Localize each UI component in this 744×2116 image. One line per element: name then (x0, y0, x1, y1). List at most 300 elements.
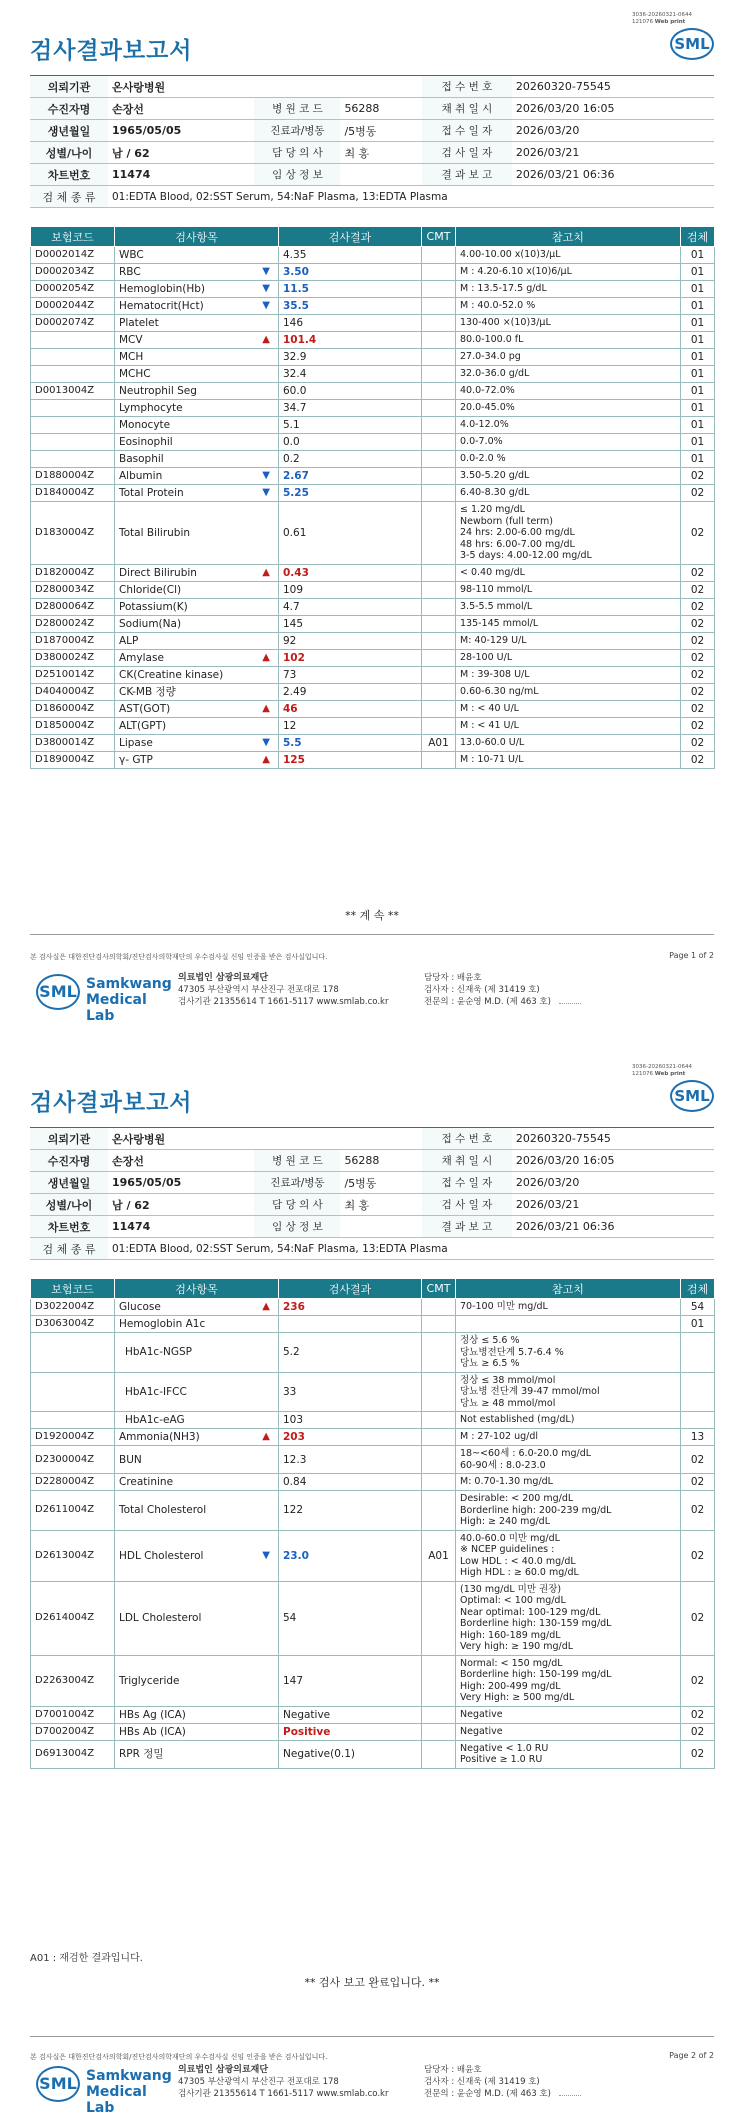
cell-ref: 40.0-60.0 미만 mg/dL ※ NCEP guidelines : Low HDL : < 40.0 mg/dL High HDL : ≥ 60.0 mg/dL (456, 1530, 681, 1581)
cell-result: 54 (279, 1581, 422, 1655)
table-row (31, 700, 715, 717)
cell-item (115, 1706, 279, 1723)
page-number: Page 2 of 2 (669, 2051, 714, 2060)
table-row (31, 564, 715, 581)
cell-ref: 4.0-12.0% (456, 417, 681, 434)
item-name: ALP (119, 634, 139, 647)
cell-result: 0.84 (279, 1474, 422, 1491)
cell-cmt (422, 666, 456, 683)
item-name: HbA1c-NGSP (125, 1346, 192, 1359)
page-number: Page 1 of 2 (669, 951, 714, 960)
table-row (31, 366, 715, 383)
cell-cmt: A01 (422, 734, 456, 751)
cell-code: D0013004Z (31, 383, 115, 400)
col-header-spec: 검체 (681, 227, 715, 247)
cell-cmt (422, 1446, 456, 1474)
cell-result: 11.5 (279, 281, 422, 298)
cell-ref: Desirable: < 200 mg/dL Borderline high: 200-239 mg/dL High: ≥ 240 mg/dL (456, 1491, 681, 1531)
cell-item (115, 417, 279, 434)
footer-divider (30, 934, 714, 935)
cell-code (31, 1333, 115, 1373)
cell-ref: 0.0-2.0 % (456, 451, 681, 468)
col-header-cmt: CMT (422, 1279, 456, 1299)
col-header-result: 검사결과 (279, 227, 422, 247)
table-row (31, 598, 715, 615)
cell-result: 12 (279, 717, 422, 734)
cell-spec: 01 (681, 281, 715, 298)
cell-spec: 01 (681, 298, 715, 315)
table-row (31, 417, 715, 434)
cell-ref: M : 4.20-6.10 x(10)6/μL (456, 264, 681, 281)
table-row (31, 1581, 715, 1655)
cell-cmt (422, 1655, 456, 1706)
item-name: Hemoglobin(Hb) (119, 283, 206, 295)
cell-item (115, 1316, 279, 1333)
signers: 담당자 : 배윤호 검사자 : 신재욱 (제 31419 호) 전문의 : 윤순영 M.D. (제 463 호) (424, 972, 581, 1008)
cell-item (115, 332, 279, 349)
cell-spec: 02 (681, 1723, 715, 1740)
cell-ref: 135-145 mmol/L (456, 615, 681, 632)
cell-cmt (422, 649, 456, 666)
item-name: Direct Bilirubin (119, 566, 197, 579)
cmt-note: A01 : 재검한 결과입니다. (30, 1953, 143, 1964)
col-header-ref: 참고치 (456, 227, 681, 247)
cell-item (115, 683, 279, 700)
cell-ref: Normal: < 150 mg/dL Borderline high: 150-199 mg/dL High: 200-499 mg/dL Very High: ≥ 500 mg/dL (456, 1655, 681, 1706)
cell-item (115, 451, 279, 468)
cell-code: D6913004Z (31, 1740, 115, 1768)
cell-result: 2.49 (279, 683, 422, 700)
cell-item (115, 615, 279, 632)
cell-item (115, 1655, 279, 1706)
table-row (31, 485, 715, 502)
cell-item (115, 1372, 279, 1412)
table-row (31, 1491, 715, 1531)
cell-item (115, 700, 279, 717)
cell-cmt (422, 1429, 456, 1446)
cell-ref: (130 mg/dL 미만 권장) Optimal: < 100 mg/dL Near optimal: 100-129 mg/dL Borderline high: 130-159 mg/dL High: 160-189 mg/dL Very high: ≥ 190 mg/dL (456, 1581, 681, 1655)
certification-note: 본 검사실은 대한진단검사의학회/진단검사의학재단의 우수검사실 신임 인증을 받은 검사실입니다. (30, 2053, 328, 2061)
table-row (31, 451, 715, 468)
table-row (31, 298, 715, 315)
cell-spec: 01 (681, 332, 715, 349)
cell-cmt (422, 417, 456, 434)
cell-item (115, 400, 279, 417)
cell-ref: M: 0.70-1.30 mg/dL (456, 1474, 681, 1491)
cell-cmt (422, 1474, 456, 1491)
cell-spec: 02 (681, 683, 715, 700)
high-arrow-icon: ▲ (262, 1431, 270, 1442)
item-name: Eosinophil (119, 436, 173, 448)
cell-code: D2800064Z (31, 598, 115, 615)
lab-info: 의료법인 삼광의료재단 47305 부산광역시 부산진구 전포대로 178 검사기관 21355614 T 1661-5117 www.smlab.co.kr (178, 2065, 389, 2099)
cell-spec: 02 (681, 632, 715, 649)
cell-result: 5.25 (279, 485, 422, 502)
cell-item (115, 632, 279, 649)
cell-ref: 130-400 ×(10)3/μL (456, 315, 681, 332)
cell-item (115, 383, 279, 400)
cell-cmt (422, 502, 456, 565)
cell-spec: 02 (681, 615, 715, 632)
footer-divider (30, 2036, 714, 2037)
cell-code: D1920004Z (31, 1429, 115, 1446)
cell-ref: 18~<60세 : 6.0-20.0 mg/dL 60-90세 : 8.0-23.0 (456, 1446, 681, 1474)
cell-result: 5.1 (279, 417, 422, 434)
cell-spec: 02 (681, 1740, 715, 1768)
cell-code: D3800024Z (31, 649, 115, 666)
item-name: HBs Ag (ICA) (119, 1708, 186, 1721)
item-name: Ammonia(NH3) (119, 1431, 200, 1443)
low-arrow-icon: ▼ (262, 1549, 270, 1561)
cell-result: 125 (279, 751, 422, 768)
lab-logo: SML Samkwang Medical Lab (36, 2064, 172, 2110)
table-row (31, 683, 715, 700)
cell-item (115, 485, 279, 502)
cell-result: 109 (279, 581, 422, 598)
table-row (31, 1446, 715, 1474)
cell-ref: Negative (456, 1723, 681, 1740)
cell-spec: 02 (681, 717, 715, 734)
cell-item (115, 1581, 279, 1655)
cell-cmt (422, 247, 456, 264)
cell-result: 5.2 (279, 1333, 422, 1373)
cell-item (115, 717, 279, 734)
cell-code: D2263004Z (31, 1655, 115, 1706)
cell-item (115, 1530, 279, 1581)
item-name: Hematocrit(Hct) (119, 300, 204, 312)
cell-result: 122 (279, 1491, 422, 1531)
cell-spec: 01 (681, 434, 715, 451)
cell-result: 60.0 (279, 383, 422, 400)
cell-result: 32.9 (279, 349, 422, 366)
cell-code: D1850004Z (31, 717, 115, 734)
table-row (31, 717, 715, 734)
item-name: HDL Cholesterol (119, 1549, 204, 1562)
signature (559, 2088, 581, 2096)
col-header-code: 보험코드 (31, 1279, 115, 1299)
cell-result: 146 (279, 315, 422, 332)
cell-spec (681, 1372, 715, 1412)
item-name: Creatinine (119, 1476, 174, 1488)
cell-result: 92 (279, 632, 422, 649)
cell-spec (681, 1412, 715, 1429)
cell-result: 33 (279, 1372, 422, 1412)
high-arrow-icon: ▲ (262, 651, 270, 663)
cell-cmt (422, 1412, 456, 1429)
cell-cmt (422, 1316, 456, 1333)
cell-ref: M : 40.0-52.0 % (456, 298, 681, 315)
cell-cmt (422, 1581, 456, 1655)
lab-info: 의료법인 삼광의료재단 47305 부산광역시 부산진구 전포대로 178 검사기관 21355614 T 1661-5117 www.smlab.co.kr (178, 973, 389, 1007)
cell-cmt (422, 315, 456, 332)
item-name: LDL Cholesterol (119, 1612, 202, 1624)
cell-cmt (422, 1372, 456, 1412)
cell-spec: 01 (681, 451, 715, 468)
cell-spec: 02 (681, 1581, 715, 1655)
cell-spec: 02 (681, 564, 715, 581)
cell-ref: 70-100 미만 mg/dL (456, 1299, 681, 1316)
cell-cmt (422, 400, 456, 417)
cell-ref: M: 40-129 U/L (456, 632, 681, 649)
cell-cmt (422, 281, 456, 298)
cell-spec: 02 (681, 1655, 715, 1706)
cell-result: 46 (279, 700, 422, 717)
table-row (31, 247, 715, 264)
report-page-2 (0, 1052, 744, 2116)
cell-ref: M : 13.5-17.5 g/dL (456, 281, 681, 298)
cell-ref: 3.50-5.20 g/dL (456, 468, 681, 485)
cell-ref: 0.60-6.30 ng/mL (456, 683, 681, 700)
cell-cmt (422, 632, 456, 649)
cell-item (115, 666, 279, 683)
table-row (31, 1530, 715, 1581)
item-name: Triglyceride (119, 1674, 180, 1687)
cell-ref: 정상 ≤ 5.6 % 당뇨병전단계 5.7-6.4 % 당뇨 ≥ 6.5 % (456, 1333, 681, 1373)
table-row (31, 666, 715, 683)
cell-spec: 02 (681, 1474, 715, 1491)
cell-item (115, 1299, 279, 1316)
col-header-item: 검사항목 (115, 1279, 279, 1299)
table-row (31, 264, 715, 281)
table-row (31, 332, 715, 349)
cell-result: 12.3 (279, 1446, 422, 1474)
cell-spec: 02 (681, 1446, 715, 1474)
cell-ref: 20.0-45.0% (456, 400, 681, 417)
item-name: CK(Creatine kinase) (119, 668, 224, 681)
cell-result (279, 1316, 422, 1333)
cell-code: D1890004Z (31, 751, 115, 768)
item-name: MCHC (119, 368, 151, 380)
item-name: Albumin (119, 470, 163, 482)
cell-spec: 02 (681, 700, 715, 717)
end-note: ** 검사 보고 완료입니다. ** (304, 1976, 440, 1989)
cell-spec: 02 (681, 666, 715, 683)
item-name: CK-MB 정량 (119, 685, 176, 698)
cell-spec: 02 (681, 649, 715, 666)
cell-code: D7002004Z (31, 1723, 115, 1740)
table-row (31, 400, 715, 417)
results-table-page-2 (30, 1278, 715, 1769)
cell-ref: < 0.40 mg/dL (456, 564, 681, 581)
item-name: Potassium(K) (119, 600, 188, 613)
cell-item (115, 1333, 279, 1373)
cell-spec: 54 (681, 1299, 715, 1316)
cell-ref: M : 39-308 U/L (456, 666, 681, 683)
table-row (31, 315, 715, 332)
item-name: BUN (119, 1453, 142, 1466)
table-row (31, 734, 715, 751)
cell-spec: 01 (681, 247, 715, 264)
cell-ref: ≤ 1.20 mg/dL Newborn (full term) 24 hrs: 2.00-6.00 mg/dL 48 hrs: 6.00-7.00 mg/dL 3-5 days: 4.00-12.00 mg/dL (456, 502, 681, 565)
cell-code (31, 417, 115, 434)
cell-item (115, 581, 279, 598)
item-name: Hemoglobin A1c (119, 1318, 206, 1330)
cell-result: 203 (279, 1429, 422, 1446)
item-name: Platelet (119, 317, 159, 329)
item-name: HbA1c-IFCC (125, 1385, 187, 1398)
cell-spec: 01 (681, 349, 715, 366)
low-arrow-icon: ▼ (262, 283, 270, 294)
cell-spec: 02 (681, 734, 715, 751)
cell-ref: M : < 40 U/L (456, 700, 681, 717)
certification-note: 본 검사실은 대한진단검사의학회/진단검사의학재단의 우수검사실 신임 인증을 받은 검사실입니다. (30, 953, 328, 961)
item-name: Sodium(Na) (119, 617, 182, 630)
signers: 담당자 : 배윤호 검사자 : 신재욱 (제 31419 호) 전문의 : 윤순영 M.D. (제 463 호) (424, 2064, 581, 2100)
item-name: Lymphocyte (119, 402, 183, 414)
table-row (31, 1372, 715, 1412)
cell-code: D3022004Z (31, 1299, 115, 1316)
cell-result: Negative(0.1) (279, 1740, 422, 1768)
cell-item (115, 1429, 279, 1446)
cell-code (31, 1412, 115, 1429)
cell-spec: 02 (681, 581, 715, 598)
cell-spec: 02 (681, 485, 715, 502)
cell-result: 5.5 (279, 734, 422, 751)
continue-note: ** 계 속 ** (345, 909, 399, 922)
cell-cmt (422, 383, 456, 400)
cell-ref: 13.0-60.0 U/L (456, 734, 681, 751)
cell-cmt (422, 1723, 456, 1740)
cell-result: 3.50 (279, 264, 422, 281)
cell-cmt (422, 434, 456, 451)
signature (559, 996, 581, 1004)
low-arrow-icon: ▼ (262, 487, 270, 498)
cell-spec: 02 (681, 1491, 715, 1531)
cell-ref: 40.0-72.0% (456, 383, 681, 400)
item-name: RPR 정밀 (119, 1748, 164, 1760)
cell-item (115, 1474, 279, 1491)
cell-code (31, 349, 115, 366)
cell-result: 34.7 (279, 400, 422, 417)
cell-item (115, 366, 279, 383)
item-name: WBC (119, 249, 144, 261)
item-name: Amylase (119, 651, 164, 664)
col-header-code: 보험코드 (31, 227, 115, 247)
cell-ref: M : < 41 U/L (456, 717, 681, 734)
cell-ref: 정상 ≤ 38 mmol/mol 당뇨병 전단계 39-47 mmol/mol 당뇨 ≥ 48 mmol/mol (456, 1372, 681, 1412)
cell-ref: 4.00-10.00 x(10)3/μL (456, 247, 681, 264)
cell-code: D2510014Z (31, 666, 115, 683)
cell-ref: 80.0-100.0 fL (456, 332, 681, 349)
cell-cmt (422, 751, 456, 768)
table-row (31, 281, 715, 298)
cell-cmt: A01 (422, 1530, 456, 1581)
high-arrow-icon: ▲ (262, 1301, 270, 1312)
cell-ref (456, 1316, 681, 1333)
cell-item (115, 598, 279, 615)
cell-cmt (422, 298, 456, 315)
cell-code (31, 434, 115, 451)
cell-code: D2800034Z (31, 581, 115, 598)
cell-result: 73 (279, 666, 422, 683)
cell-cmt (422, 1333, 456, 1373)
cell-item (115, 649, 279, 666)
item-name: MCV (119, 334, 143, 346)
item-name: Chloride(Cl) (119, 583, 182, 596)
table-row (31, 1333, 715, 1373)
print-code: 3036-20260321-0644 121076 Web print (632, 12, 692, 25)
cell-spec: 02 (681, 468, 715, 485)
report-title: 검사결과보고서 (30, 1090, 193, 1116)
cell-item (115, 1740, 279, 1768)
table-row (31, 1740, 715, 1768)
table-row (31, 434, 715, 451)
cell-cmt (422, 349, 456, 366)
cell-ref: Negative < 1.0 RU Positive ≥ 1.0 RU (456, 1740, 681, 1768)
cell-code: D2614004Z (31, 1581, 115, 1655)
cell-code: D1880004Z (31, 468, 115, 485)
cell-spec: 01 (681, 366, 715, 383)
cell-cmt (422, 1491, 456, 1531)
cell-item (115, 1491, 279, 1531)
cell-ref: Negative (456, 1706, 681, 1723)
cell-cmt (422, 264, 456, 281)
print-code: 3036-20260321-0644 121076 Web print (632, 1064, 692, 1077)
cell-cmt (422, 598, 456, 615)
cell-ref: Not established (mg/dL) (456, 1412, 681, 1429)
table-row (31, 383, 715, 400)
cell-result: 101.4 (279, 332, 422, 349)
cell-result: 4.35 (279, 247, 422, 264)
cell-cmt (422, 485, 456, 502)
cell-ref: M : 10-71 U/L (456, 751, 681, 768)
table-row (31, 1706, 715, 1723)
cell-item (115, 247, 279, 264)
report-title: 검사결과보고서 (30, 38, 193, 64)
cell-code: D2800024Z (31, 615, 115, 632)
col-header-ref: 참고치 (456, 1279, 681, 1299)
item-name: Neutrophil Seg (119, 385, 197, 397)
cell-cmt (422, 683, 456, 700)
item-name: Total Cholesterol (119, 1504, 207, 1517)
item-name: Basophil (119, 453, 164, 465)
high-arrow-icon: ▲ (262, 753, 270, 765)
cell-code: D7001004Z (31, 1706, 115, 1723)
cell-ref: 3.5-5.5 mmol/L (456, 598, 681, 615)
low-arrow-icon: ▼ (262, 266, 270, 277)
cell-spec: 01 (681, 264, 715, 281)
cell-code: D4040004Z (31, 683, 115, 700)
table-row (31, 581, 715, 598)
cell-code (31, 1372, 115, 1412)
cell-item (115, 1412, 279, 1429)
col-header-spec: 검체 (681, 1279, 715, 1299)
cell-item (115, 751, 279, 768)
cell-ref: 32.0-36.0 g/dL (456, 366, 681, 383)
cell-cmt (422, 451, 456, 468)
cell-result: 0.2 (279, 451, 422, 468)
item-name: Total Bilirubin (119, 526, 191, 539)
cell-item (115, 298, 279, 315)
cell-ref: 6.40-8.30 g/dL (456, 485, 681, 502)
cell-ref: M : 27-102 ug/dl (456, 1429, 681, 1446)
cell-item (115, 434, 279, 451)
report-page-1 (0, 0, 744, 1052)
cell-code: D1840004Z (31, 485, 115, 502)
cell-code (31, 366, 115, 383)
cell-code (31, 451, 115, 468)
cell-result: 0.43 (279, 564, 422, 581)
cell-spec (681, 1333, 715, 1373)
cell-code: D2280004Z (31, 1474, 115, 1491)
results-table-page-1 (30, 226, 715, 769)
table-row (31, 615, 715, 632)
table-row (31, 1429, 715, 1446)
cell-result: 236 (279, 1299, 422, 1316)
cell-spec: 01 (681, 383, 715, 400)
cell-cmt (422, 564, 456, 581)
cell-result: 0.61 (279, 502, 422, 565)
